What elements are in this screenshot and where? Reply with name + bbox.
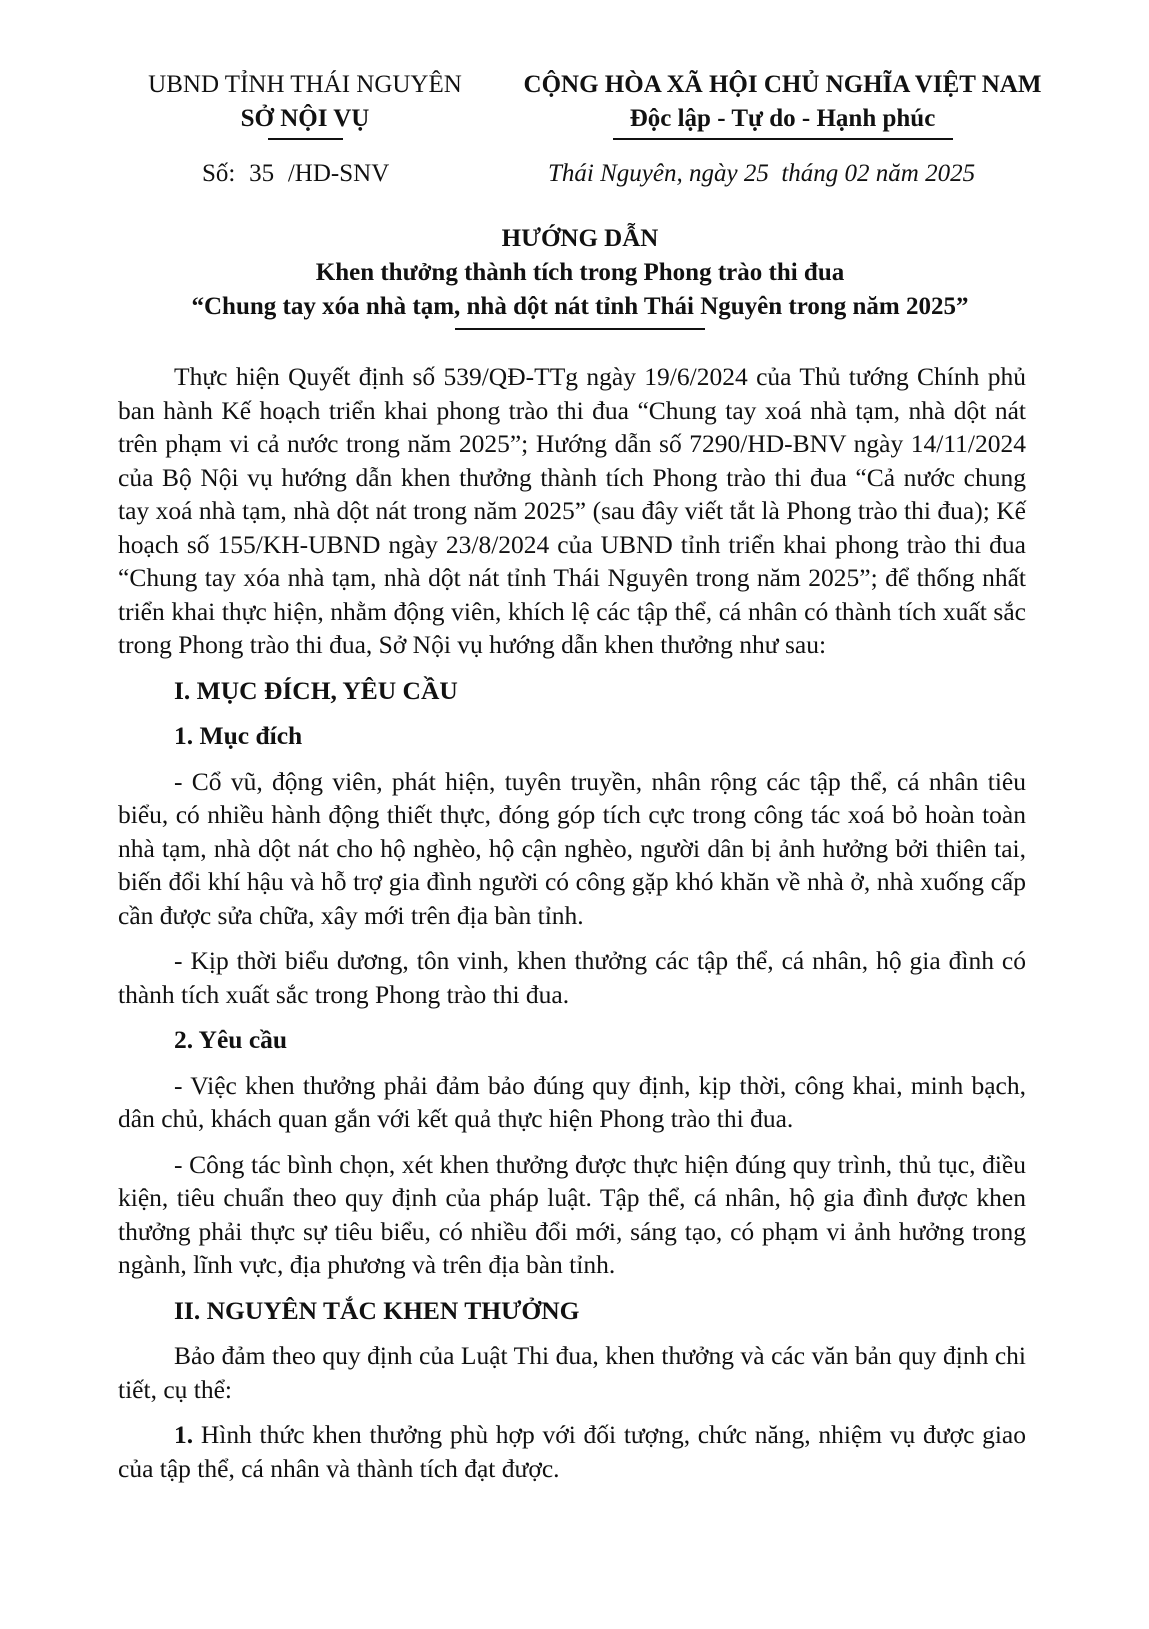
principle-1-number: 1. bbox=[174, 1420, 194, 1449]
agency-underline bbox=[268, 138, 343, 140]
document-body bbox=[118, 360, 1026, 1485]
agency-name: SỞ NỘI VỤ bbox=[240, 105, 370, 132]
national-motto: Độc lập - Tự do - Hạnh phúc bbox=[629, 105, 936, 132]
requirements-paragraph-1: - Việc khen thưởng phải đảm bảo đúng quy định, kịp thời, công khai, minh bạch, dân chủ, khách quan gắn với kết quả thực hiện Phong trào thi đua. bbox=[118, 1070, 1026, 1133]
title-line-2: “Chung tay xóa nhà tạm, nhà dột nát tỉnh Thái Nguyên trong năm 2025” bbox=[191, 293, 969, 320]
doc-type: HƯỚNG DẪN bbox=[501, 225, 659, 252]
number-prefix: Số: bbox=[202, 160, 236, 187]
purpose-paragraph-1: - Cổ vũ, động viên, phát hiện, tuyên truyền, nhân rộng các tập thể, cá nhân tiêu biểu, có nhiều hành động thiết thực, đóng góp tích cực trong công tác xoá bỏ hoàn toàn nhà tạm, nhà dột nát cho hộ nghèo, hộ cận nghèo, người dân bị ảnh hưởng bởi thiên tai, biến đổi khí hậu và hỗ trợ gia đình người có công gặp khó khăn về nhà ở, nhà xuống cấp cần được sửa chữa, xây mới trên địa bàn tỉnh. bbox=[118, 766, 1026, 930]
title-line-1: Khen thưởng thành tích trong Phong trào thi đua bbox=[315, 259, 845, 286]
requirements-paragraph-2: - Công tác bình chọn, xét khen thưởng được thực hiện đúng quy trình, thủ tục, điều kiện, tiêu chuẩn theo quy định của pháp luật. Tập thể, cá nhân, hộ gia đình được khen thưởng phải thực sự tiêu biểu, có nhiều đổi mới, sáng tạo, có phạm vi ảnh hưởng trong ngành, lĩnh vực, địa phương và trên địa bàn tỉnh. bbox=[118, 1149, 1026, 1279]
parent-agency: UBND TỈNH THÁI NGUYÊN bbox=[148, 71, 462, 98]
title-underline bbox=[455, 328, 705, 330]
number-suffix: /HD-SNV bbox=[287, 160, 390, 187]
nation-header bbox=[505, 68, 1060, 140]
principle-1-text: Hình thức khen thưởng phù hợp với đối tượng, chức năng, nhiệm vụ được giao của tập thể, cá nhân và thành tích đạt được. bbox=[118, 1420, 1026, 1483]
place-date: Thái Nguyên, ngày 25 tháng 02 năm 2025 bbox=[548, 160, 976, 187]
nation-name: CỘNG HÒA XÃ HỘI CHỦ NGHĨA VIỆT NAM bbox=[523, 71, 1042, 98]
motto-underline bbox=[613, 138, 953, 140]
subheading-purpose: 1. Mục đích bbox=[174, 721, 303, 750]
purpose-paragraph-2: - Kịp thời biểu dương, tôn vinh, khen thưởng các tập thể, cá nhân, hộ gia đình có thành tích xuất sắc trong Phong trào thi đua. bbox=[118, 946, 1026, 1009]
number-value: 35 bbox=[249, 160, 275, 187]
document-number bbox=[202, 160, 389, 188]
principles-intro: Bảo đảm theo quy định của Luật Thi đua, khen thưởng và các văn bản quy định chi tiết, cụ thể: bbox=[118, 1341, 1026, 1404]
agency-header bbox=[120, 68, 490, 140]
subheading-requirements: 2. Yêu cầu bbox=[174, 1025, 288, 1054]
section-heading-1: I. MỤC ĐÍCH, YÊU CẦU bbox=[174, 675, 458, 705]
intro-paragraph: Thực hiện Quyết định số 539/QĐ-TTg ngày 19/6/2024 của Thủ tướng Chính phủ ban hành Kế hoạch triển khai phong trào thi đua “Chung tay xoá nhà tạm, nhà dột nát trên phạm vi cả nước trong năm 2025”; Hướng dẫn số 7290/HD-BNV ngày 14/11/2024 của Bộ Nội vụ hướng dẫn khen thưởng thành tích Phong trào thi đua “Cả nước chung tay xoá nhà tạm, nhà dột nát trong năm 2025” (sau đây viết tắt là Phong trào thi đua); Kế hoạch số 155/KH-UBND ngày 23/8/2024 của UBND tỉnh triển khai phong trào thi đua “Chung tay xóa nhà tạm, nhà dột nát tỉnh Thái Nguyên trong năm 2025”; để thống nhất triển khai thực hiện, nhằm động viên, khích lệ các tập thể, cá nhân có thành tích xuất sắc trong Phong trào thi đua, Sở Nội vụ hướng dẫn khen thưởng như sau: bbox=[118, 362, 1026, 659]
principle-1 bbox=[118, 1418, 1026, 1485]
document-title bbox=[100, 222, 1060, 330]
section-heading-2: II. NGUYÊN TẮC KHEN THƯỞNG bbox=[174, 1295, 580, 1325]
